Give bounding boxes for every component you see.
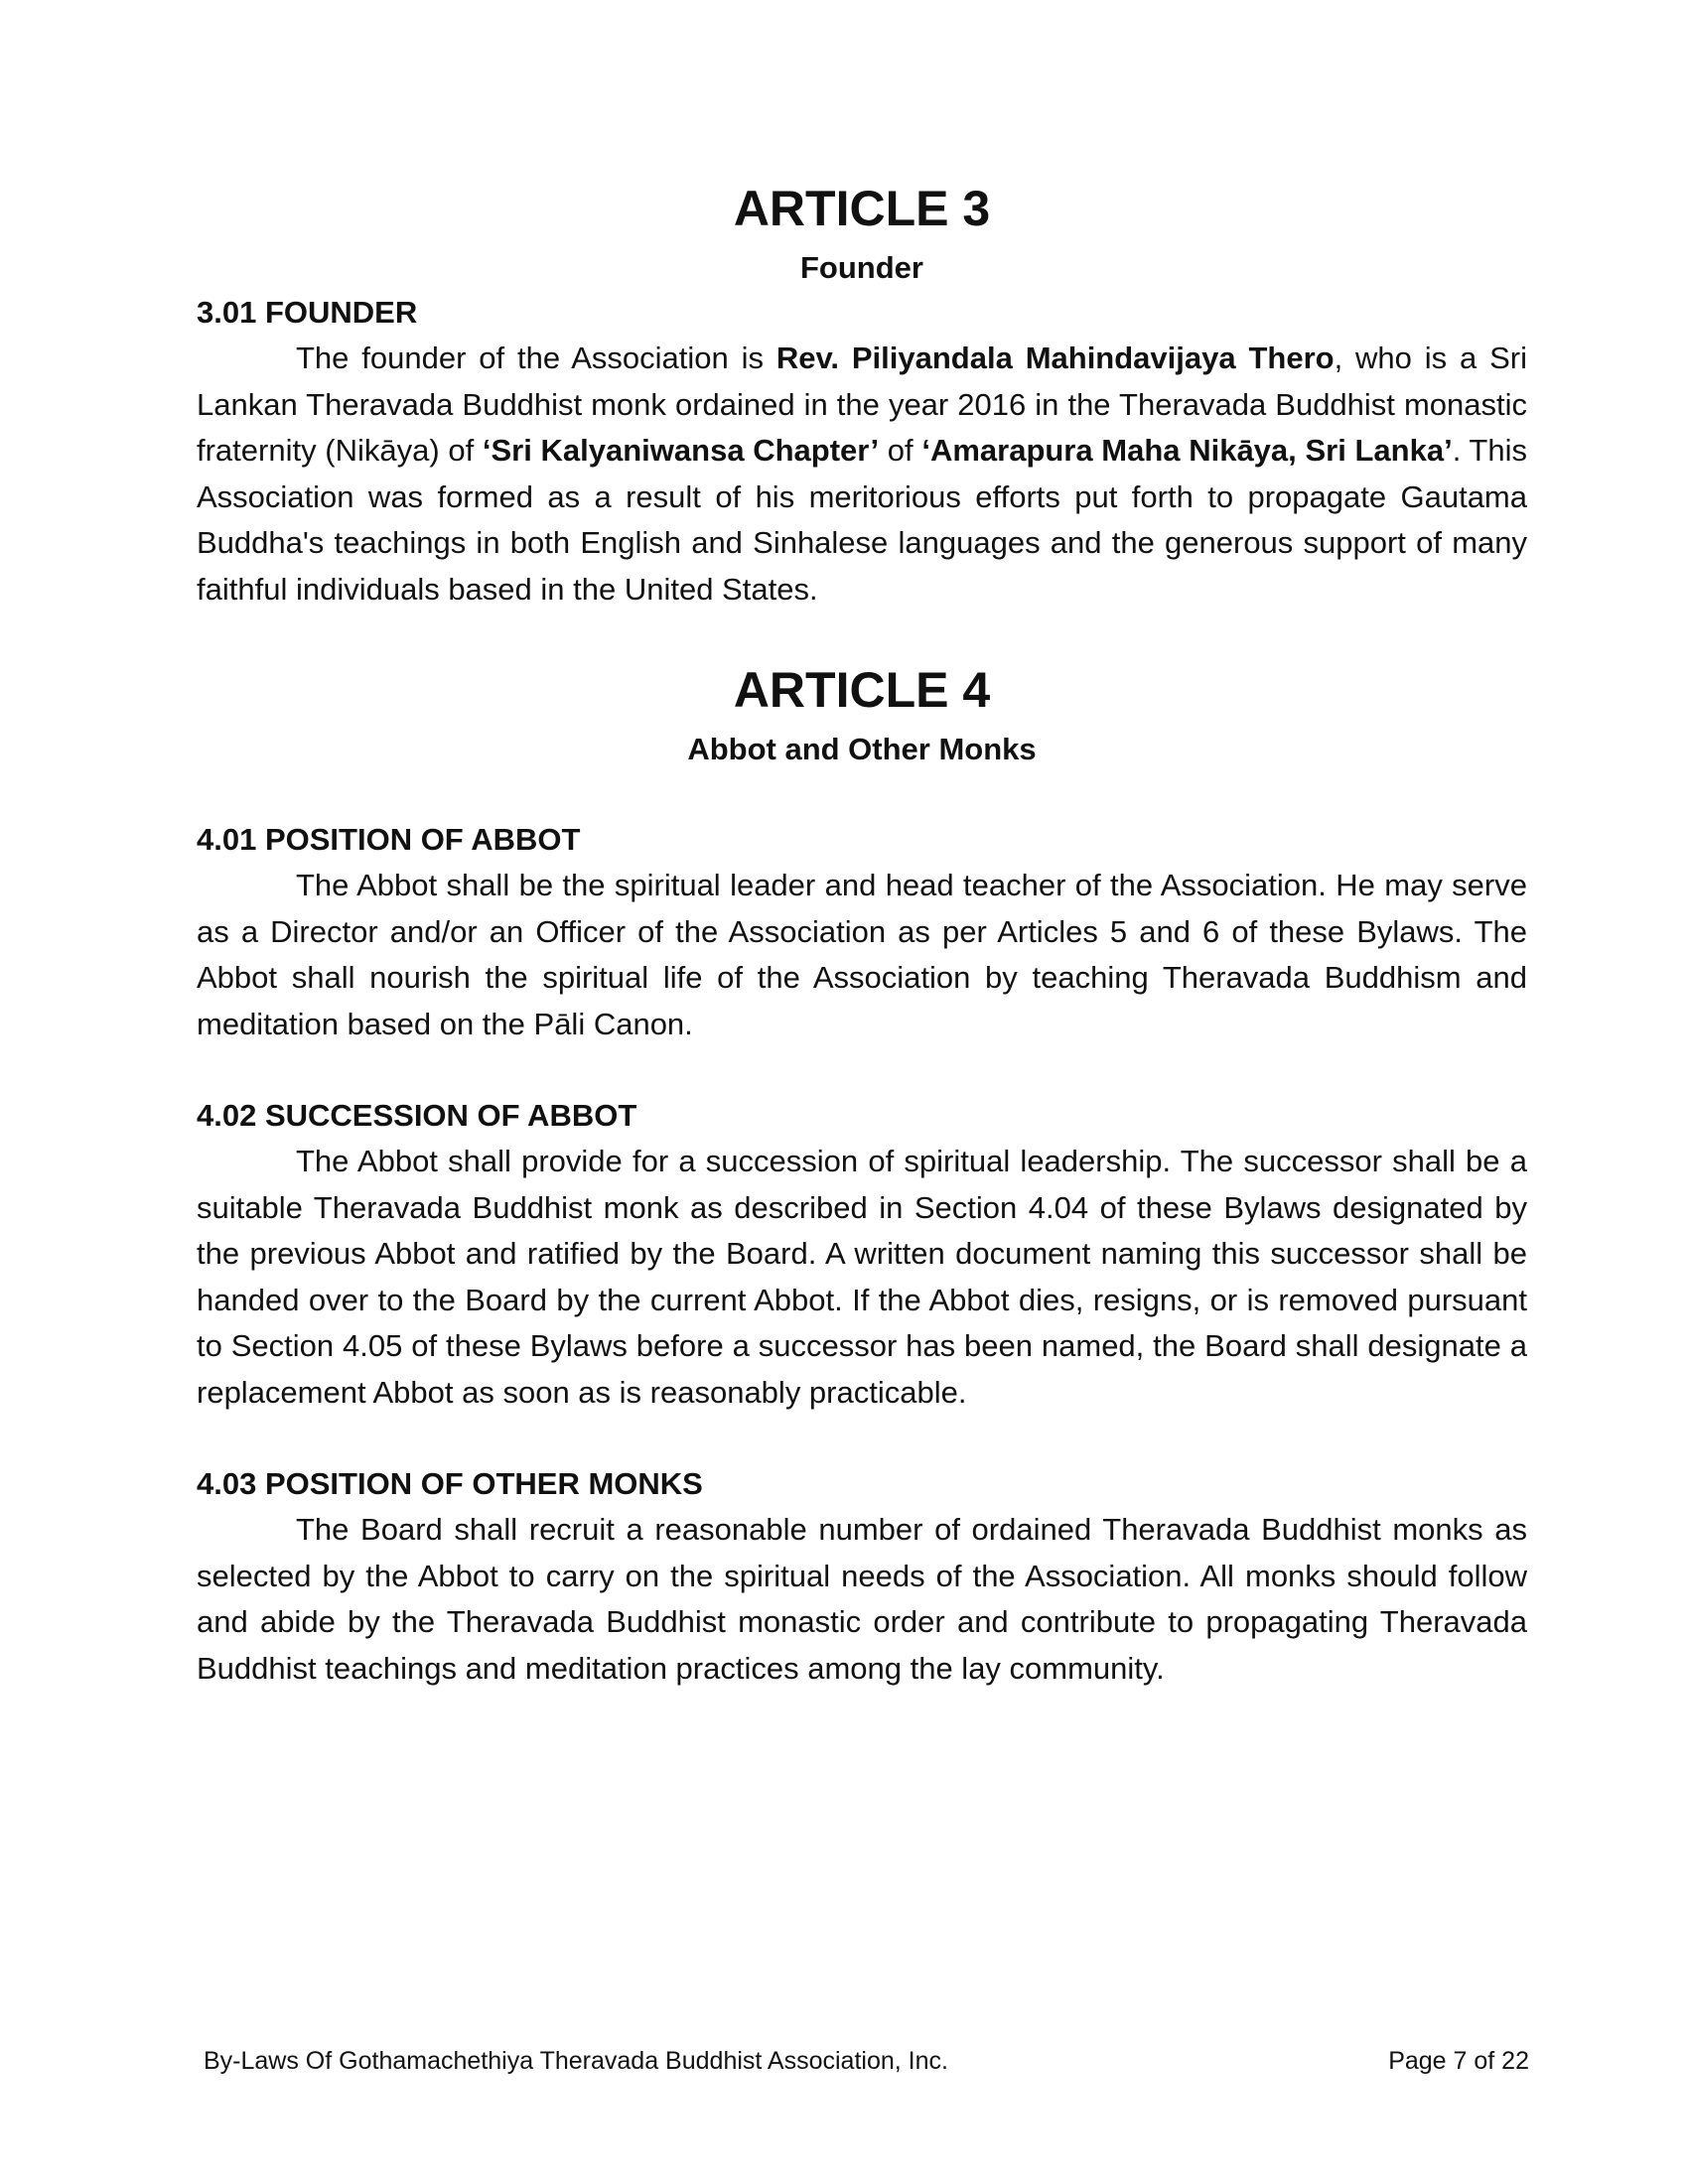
article-4-subtitle: Abbot and Other Monks (687, 732, 1037, 766)
chapter-name: ‘Sri Kalyaniwansa Chapter’ (482, 433, 880, 468)
section-3-01-heading: 3.01 FOUNDER (197, 295, 418, 330)
paragraph-text: of (879, 433, 922, 468)
paragraph-text: . This Association was formed as a result of his meritorious efforts put forth to propagate Gautama Buddha's teachings in both English and Sinhalese languages and the generous support of many faithful individuals based in the United States. (197, 433, 1527, 607)
spacer (197, 1047, 1527, 1093)
footer-document-title: By-Laws Of Gothamachethiya Theravada Buddhist Association, Inc. (204, 2047, 948, 2075)
page-footer (204, 2045, 1529, 2077)
paragraph-text: The founder of the Association is (296, 341, 776, 375)
section-4-01-paragraph: The Abbot shall be the spiritual leader and head teacher of the Association. He may serve as a Director and/or an Officer of the Association as per Articles 5 and 6 of these Bylaws. The Abbot shall nourish the spiritual life of the Association by teaching Theravada Buddhism and meditation based on the Pāli Canon. (197, 868, 1527, 1041)
section-4-02-paragraph: The Abbot shall provide for a succession of spiritual leadership. The successor shall be a suitable Theravada Buddhist monk as described in Section 4.04 of these Bylaws designated by the previous Abbot and ratified by the Board. A written document naming this successor shall be handed over to the Board by the current Abbot. If the Abbot dies, resigns, or is removed pursuant to Section 4.05 of these Bylaws before a successor has been named, the Board shall designate a replacement Abbot as soon as is reasonably practicable. (197, 1144, 1527, 1410)
section-4-03-paragraph: The Board shall recruit a reasonable number of ordained Theravada Buddhist monks as selected by the Abbot to carry on the spiritual needs of the Association. All monks should follow and abide by the Theravada Buddhist monastic order and contribute to propagating Theravada Buddhist teachings and meditation practices among the lay community. (197, 1512, 1527, 1686)
section-3-01-paragraph (197, 336, 1527, 613)
paragraph-text: , who is a Sri Lankan Theravada Buddhist monk ordained in the year 2016 in the Theravada Buddhist monastic fraternity (Nikāya) of (197, 341, 1527, 468)
section-4-03-heading: 4.03 POSITION OF OTHER MONKS (197, 1466, 703, 1501)
section-4-01-heading: 4.01 POSITION OF ABBOT (197, 822, 581, 857)
spacer (197, 1416, 1527, 1461)
document-page (197, 179, 1527, 1692)
nikaya-name: ‘Amarapura Maha Nikāya, Sri Lanka’ (921, 433, 1453, 468)
founder-name: Rev. Piliyandala Mahindavijaya Thero (775, 341, 1335, 375)
article-3-title: ARTICLE 3 (733, 181, 991, 236)
footer-page-number: Page 7 of 22 (1388, 2047, 1529, 2075)
section-4-02-heading: 4.02 SUCCESSION OF ABBOT (197, 1098, 637, 1133)
article-3-subtitle: Founder (800, 250, 923, 285)
spacer (197, 771, 1527, 817)
article-4-title: ARTICLE 4 (733, 662, 991, 718)
